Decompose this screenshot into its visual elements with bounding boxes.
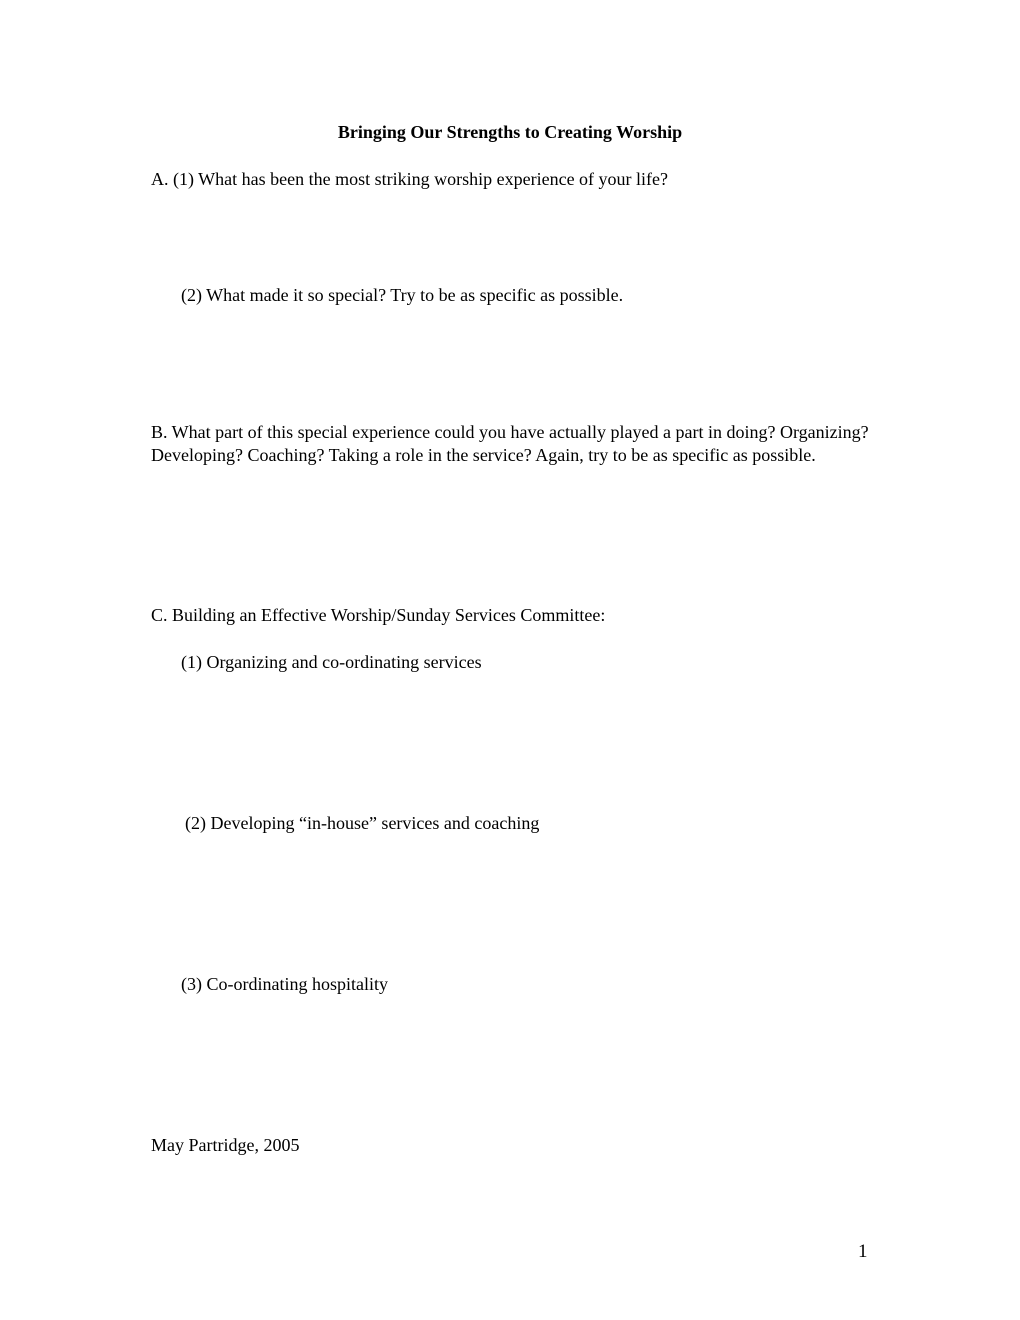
section-c-item-2: (2) Developing “in-house” services and coaching — [185, 813, 540, 833]
section-c-item-3: (3) Co-ordinating hospitality — [181, 974, 388, 994]
section-c-item-1: (1) Organizing and co-ordinating services — [181, 652, 482, 672]
question-b: B. What part of this special experience could you have actually played a part in doing? Organizing? Developing? Coaching? Taking a role in the service? Again, try to be as specific as possible. — [151, 422, 869, 465]
question-a2: (2) What made it so special? Try to be as specific as possible. — [181, 285, 624, 305]
question-a1: A. (1) What has been the most striking worship experience of your life? — [151, 169, 669, 189]
page-number: 1 — [858, 1241, 868, 1262]
section-c-heading: C. Building an Effective Worship/Sunday Services Committee: — [151, 605, 606, 625]
document-title: Bringing Our Strengths to Creating Worship — [337, 122, 683, 142]
author-credit: May Partridge, 2005 — [151, 1135, 300, 1155]
